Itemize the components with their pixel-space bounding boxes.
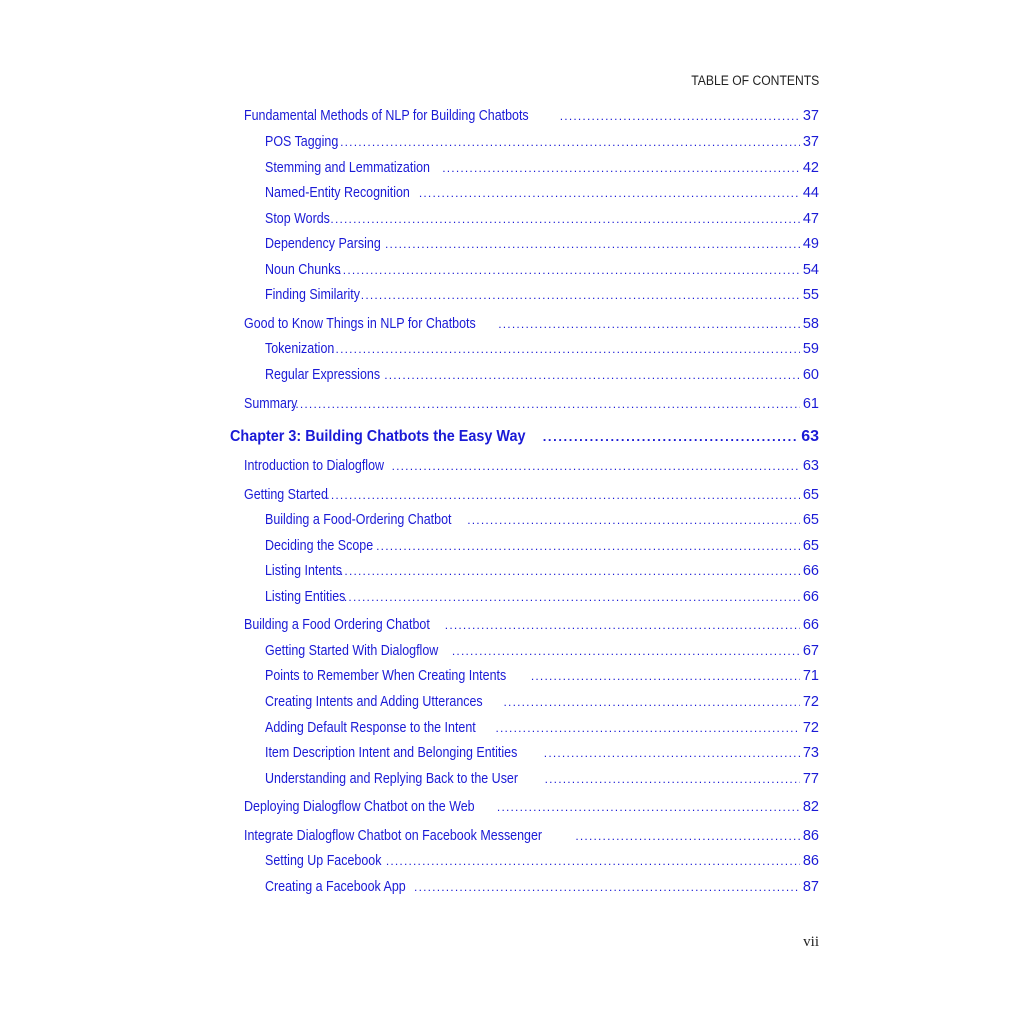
toc-entry-page: 77: [802, 771, 819, 787]
dot-leader: [392, 459, 800, 473]
dot-leader: [419, 186, 800, 200]
dot-leader: [560, 109, 800, 123]
toc-entry-subsection[interactable]: [265, 236, 819, 252]
toc-entry-title: Getting Started With Dialogflow: [265, 643, 439, 659]
toc-entry-section[interactable]: [244, 828, 819, 844]
toc-entry-title: Fundamental Methods of NLP for Building Chatbots: [244, 108, 529, 124]
toc-entry-title: Named-Entity Recognition: [265, 185, 410, 201]
dot-leader: [414, 880, 800, 894]
dot-leader: [497, 800, 800, 814]
toc-entry-page: 65: [802, 512, 819, 528]
dot-leader: [385, 237, 800, 251]
dot-leader: [340, 564, 800, 578]
toc-entry-title: Creating Intents and Adding Utterances: [265, 694, 483, 710]
toc-entry-page: 66: [802, 589, 819, 605]
dot-leader: [338, 263, 800, 277]
toc-entry-title: Introduction to Dialogflow: [244, 458, 385, 474]
toc-entry-page: 54: [802, 262, 819, 278]
toc-entry-subsection[interactable]: [265, 367, 819, 383]
dot-leader: [336, 135, 800, 149]
dot-leader: [495, 721, 799, 735]
running-header: TABLE OF CONTENTS: [690, 73, 819, 88]
dot-leader: [575, 829, 800, 843]
toc-entry-title: Deploying Dialogflow Chatbot on the Web: [244, 799, 475, 815]
dot-leader: [386, 854, 800, 868]
page-number: vii: [803, 934, 819, 950]
toc-entry-subsection[interactable]: [265, 512, 819, 528]
toc-entry-title: Chapter 3: Building Chatbots the Easy Way: [230, 428, 526, 445]
toc-entry-subsection[interactable]: [265, 589, 819, 605]
toc-entry-title: POS Tagging: [265, 134, 339, 150]
toc-entry-title: Building a Food Ordering Chatbot: [244, 617, 430, 633]
dot-leader: [442, 161, 800, 175]
toc-entry-page: 72: [802, 720, 819, 736]
dot-leader: [543, 429, 799, 444]
dot-leader: [467, 513, 800, 527]
dot-leader: [445, 618, 800, 632]
dot-leader: [326, 488, 800, 502]
toc-entry-title: Good to Know Things in NLP for Chatbots: [244, 316, 476, 332]
toc-entry-subsection[interactable]: [265, 720, 819, 736]
toc-entry-section[interactable]: [244, 487, 819, 503]
toc-entry-page: 65: [802, 487, 819, 503]
dot-leader: [452, 644, 800, 658]
dot-leader: [291, 397, 800, 411]
toc-entry-page: 47: [802, 211, 819, 227]
toc-entry-subsection[interactable]: [265, 134, 819, 150]
dot-leader: [376, 539, 800, 553]
toc-entry-title: Tokenization: [265, 341, 335, 357]
toc-entry-page: 65: [802, 538, 819, 554]
toc-entry-page: 44: [802, 185, 819, 201]
toc-entry-title: Building a Food-Ordering Chatbot: [265, 512, 452, 528]
toc-entry-title: Dependency Parsing: [265, 236, 381, 252]
dot-leader: [544, 746, 800, 760]
toc-entry-title: Regular Expressions: [265, 367, 381, 383]
toc-entry-title: Deciding the Scope: [265, 538, 374, 554]
toc-entry-page: 49: [802, 236, 819, 252]
toc-entry-section[interactable]: [244, 396, 819, 412]
dot-leader: [545, 772, 800, 786]
toc-entry-page: 87: [802, 879, 819, 895]
toc-entry-subsection[interactable]: [265, 341, 819, 357]
toc-entry-subsection[interactable]: [265, 694, 819, 710]
dot-leader: [504, 695, 800, 709]
toc-entry-title: Integrate Dialogflow Chatbot on Facebook Messenger: [244, 828, 543, 844]
toc-entry-title: Setting Up Facebook: [265, 853, 382, 869]
toc-entry-section[interactable]: [244, 799, 819, 815]
toc-entry-page: 86: [802, 853, 819, 869]
toc-entry-title: Listing Entities: [265, 589, 346, 605]
toc-entry-subsection[interactable]: [265, 538, 819, 554]
dot-leader: [331, 342, 800, 356]
toc-entry-page: 55: [802, 287, 819, 303]
toc-entry-subsection[interactable]: [265, 262, 819, 278]
toc-entry-page: 37: [802, 134, 819, 150]
toc-entry-title: Adding Default Response to the Intent: [265, 720, 476, 736]
toc-entry-subsection[interactable]: [265, 160, 819, 176]
toc-entry-title: Noun Chunks: [265, 262, 341, 278]
toc-entry-subsection[interactable]: [265, 211, 819, 227]
toc-entry-title: Understanding and Replying Back to the User: [265, 771, 519, 787]
toc-entry-subsection[interactable]: [265, 668, 819, 684]
toc-entry-title: Getting Started: [244, 487, 328, 503]
toc-entry-page: 61: [802, 396, 819, 412]
toc-entry-section[interactable]: [244, 617, 819, 633]
toc-entry-title: Summary: [244, 396, 298, 412]
toc-entry-page: 86: [802, 828, 819, 844]
toc-entry-page: 59: [802, 341, 819, 357]
toc-entry-section[interactable]: [244, 108, 819, 124]
toc-entry-subsection[interactable]: [265, 879, 819, 895]
dot-leader: [326, 212, 800, 226]
toc-entry-subsection[interactable]: [265, 745, 819, 761]
toc-entry-section[interactable]: [244, 458, 819, 474]
toc-entry-page: 37: [802, 108, 819, 124]
toc-entry-subsection[interactable]: [265, 643, 819, 659]
dot-leader: [344, 590, 800, 604]
toc-entry-page: 71: [802, 668, 819, 684]
dot-leader: [384, 368, 800, 382]
toc-entry-title: Finding Similarity: [265, 287, 360, 303]
toc-entry-title: Stemming and Lemmatization: [265, 160, 430, 176]
toc-entry-title: Listing Intents: [265, 563, 342, 579]
toc-entry-subsection[interactable]: [265, 771, 819, 787]
toc-entry-chapter[interactable]: [230, 428, 819, 446]
toc-entry-page: 66: [802, 617, 819, 633]
toc-entry-subsection[interactable]: [265, 563, 819, 579]
toc-entry-page: 60: [802, 367, 819, 383]
toc-entry-title: Creating a Facebook App: [265, 879, 406, 895]
toc-entry-subsection[interactable]: [265, 853, 819, 869]
toc-entry-title: Points to Remember When Creating Intents: [265, 668, 507, 684]
toc-entry-subsection[interactable]: [265, 287, 819, 303]
toc-entry-page: 42: [802, 160, 819, 176]
toc-entry-title: Stop Words: [265, 211, 330, 227]
toc-entry-section[interactable]: [244, 316, 819, 332]
toc-entry-page: 73: [802, 745, 819, 761]
toc-entry-page: 58: [802, 316, 819, 332]
dot-leader: [498, 317, 800, 331]
toc-entry-page: 72: [802, 694, 819, 710]
toc-entry-title: Item Description Intent and Belonging Entities: [265, 745, 518, 761]
dot-leader: [361, 288, 800, 302]
toc-entry-page: 63: [801, 428, 819, 445]
toc-entry-page: 67: [802, 643, 819, 659]
toc-entry-subsection[interactable]: [265, 185, 819, 201]
dot-leader: [531, 669, 800, 683]
toc-entry-page: 63: [802, 458, 819, 474]
toc-entry-page: 82: [802, 799, 819, 815]
toc-entry-page: 66: [802, 563, 819, 579]
